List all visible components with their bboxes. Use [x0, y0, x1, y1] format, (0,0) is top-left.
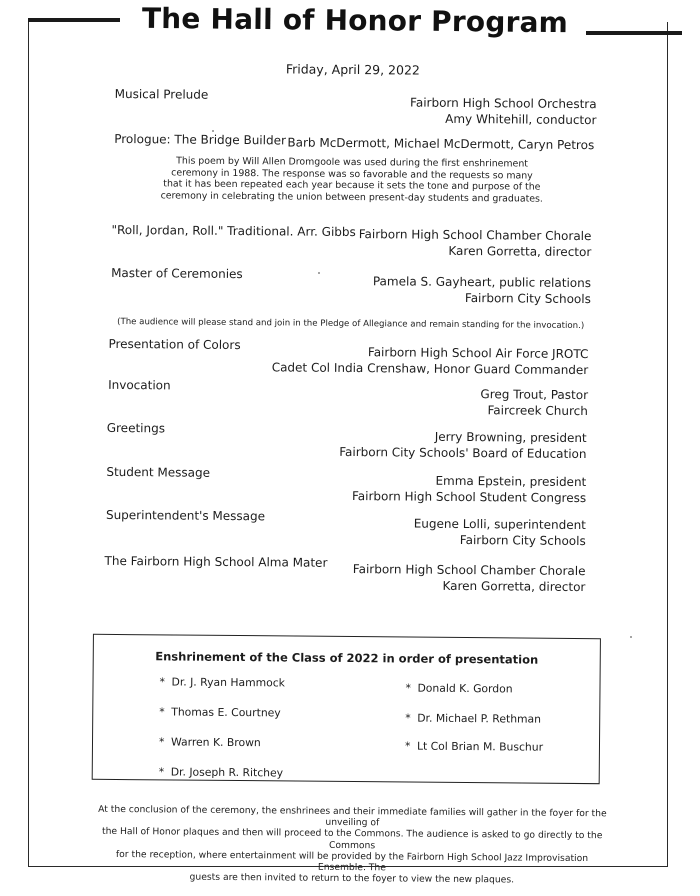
program-item-performer-detail: Cadet Col India Crenshaw, Honor Guard Commander: [271, 359, 589, 377]
program-item-performer: Emma Epstein, president: [435, 473, 587, 490]
enshrinee-name: * Lt Col Brian M. Buschur: [404, 739, 544, 754]
closing-note: At the conclusion of the ceremony, the enshrinees and their immediate families will gather in the foyer for the unveiling of the Hall of Honor plaques and then will proceed to the Commons. The audience is asked to go directly to the Commons for the reception, where entertainment will be provided by the Fairborn High School Jazz Improvisation Ensemble. The guests are then invited to return to the foyer to view the new plaques.: [98, 803, 607, 886]
program-item-title: Master of Ceremonies: [111, 265, 243, 282]
enshrinee-name: * Dr. Michael P. Rethman: [405, 711, 542, 726]
program-item: [106, 464, 587, 505]
pledge-note: (The audience will please stand and join in the Pledge of Allegiance and remain standing for the invocation.): [117, 316, 585, 332]
page-title: The Hall of Honor Program: [141, 1, 569, 40]
program-item-title: Superintendent's Message: [105, 507, 266, 524]
enshrinement-box: [92, 634, 601, 784]
program-item-performer-detail: Fairborn City Schools: [464, 290, 591, 306]
program-item-title: Presentation of Colors: [108, 336, 241, 353]
program-item: [106, 420, 587, 461]
program-item: [111, 265, 592, 306]
enshrinee-name: * Donald K. Gordon: [405, 681, 513, 696]
bullet-star-icon: *: [404, 739, 411, 753]
scan-speck: [212, 130, 214, 132]
program-item-performer-detail: Amy Whitehill, conductor: [445, 111, 597, 127]
scan-speck: [318, 272, 320, 274]
program-item-title: Musical Prelude: [114, 86, 209, 102]
program-item-performer: Greg Trout, Pastor: [480, 387, 589, 403]
program-item-performer: Fairborn High School Orchestra: [410, 95, 597, 112]
bullet-star-icon: *: [405, 681, 411, 695]
enshrinee-name: * Warren K. Brown: [158, 735, 261, 750]
program-item-performer: Barb McDermott, Michael McDermott, Caryn Petros: [287, 135, 595, 153]
program-item-performer-detail: Karen Gorretta, director: [448, 243, 592, 259]
program-item-title: "Roll, Jordan, Roll." Traditional. Arr. Gibbs: [111, 222, 356, 240]
program-item: [114, 131, 595, 153]
program-date: Friday, April 29, 2022: [285, 61, 420, 78]
program-item-title: Student Message: [106, 464, 211, 480]
bullet-star-icon: *: [159, 675, 165, 689]
program-item-performer-detail: Fairborn City Schools: [459, 532, 586, 548]
program-item: [108, 377, 589, 418]
enshrinee-name: * Thomas E. Courtney: [159, 705, 281, 720]
program-item-title: The Fairborn High School Alma Mater: [104, 553, 328, 570]
program-item-performer-detail: Fairborn City Schools' Board of Education: [339, 444, 587, 461]
program-item: [108, 336, 589, 377]
program-item-performer: Fairborn High School Air Force JROTC: [367, 345, 589, 362]
scan-speck: [630, 636, 632, 638]
program-item: [111, 222, 592, 259]
program-item-performer: Eugene Lolli, superintendent: [413, 516, 586, 533]
program-item-performer: Fairborn High School Chamber Chorale: [358, 227, 592, 244]
enshrinement-heading: Enshrinement of the Class of 2022 in order of presentation: [155, 649, 539, 667]
program-item-performer-detail: Faircreek Church: [487, 402, 588, 418]
program-item-performer-detail: Fairborn High School Student Congress: [351, 488, 587, 505]
program-item-title: Invocation: [108, 377, 171, 393]
program-item-title: Prologue: The Bridge Builder: [114, 131, 287, 148]
bullet-star-icon: *: [405, 711, 411, 725]
program-item: [114, 86, 597, 127]
enshrinee-name: * Dr. J. Ryan Hammock: [159, 675, 286, 690]
program-item: [104, 553, 586, 594]
prologue-note: This poem by Will Allen Dromgoole was used during the first enshrinement ceremony in 1988. The response was so favorable and the requests so many that it has been repeated each year because it sets the tone and purpose of the ceremony in celebrating the union between present-day students and graduates.: [160, 155, 543, 205]
program-item-performer: Jerry Browning, president: [434, 429, 587, 446]
program-item-performer-detail: Karen Gorretta, director: [442, 578, 586, 594]
program-item-performer: Pamela S. Gayheart, public relations: [372, 274, 592, 291]
enshrinee-name: * Dr. Joseph R. Ritchey: [158, 765, 284, 780]
bullet-star-icon: *: [159, 705, 165, 719]
program-item: [105, 507, 586, 548]
program-item-performer: Fairborn High School Chamber Chorale: [352, 562, 586, 579]
bullet-star-icon: *: [158, 765, 165, 779]
bullet-star-icon: *: [158, 735, 165, 749]
program-item-title: Greetings: [106, 420, 166, 436]
